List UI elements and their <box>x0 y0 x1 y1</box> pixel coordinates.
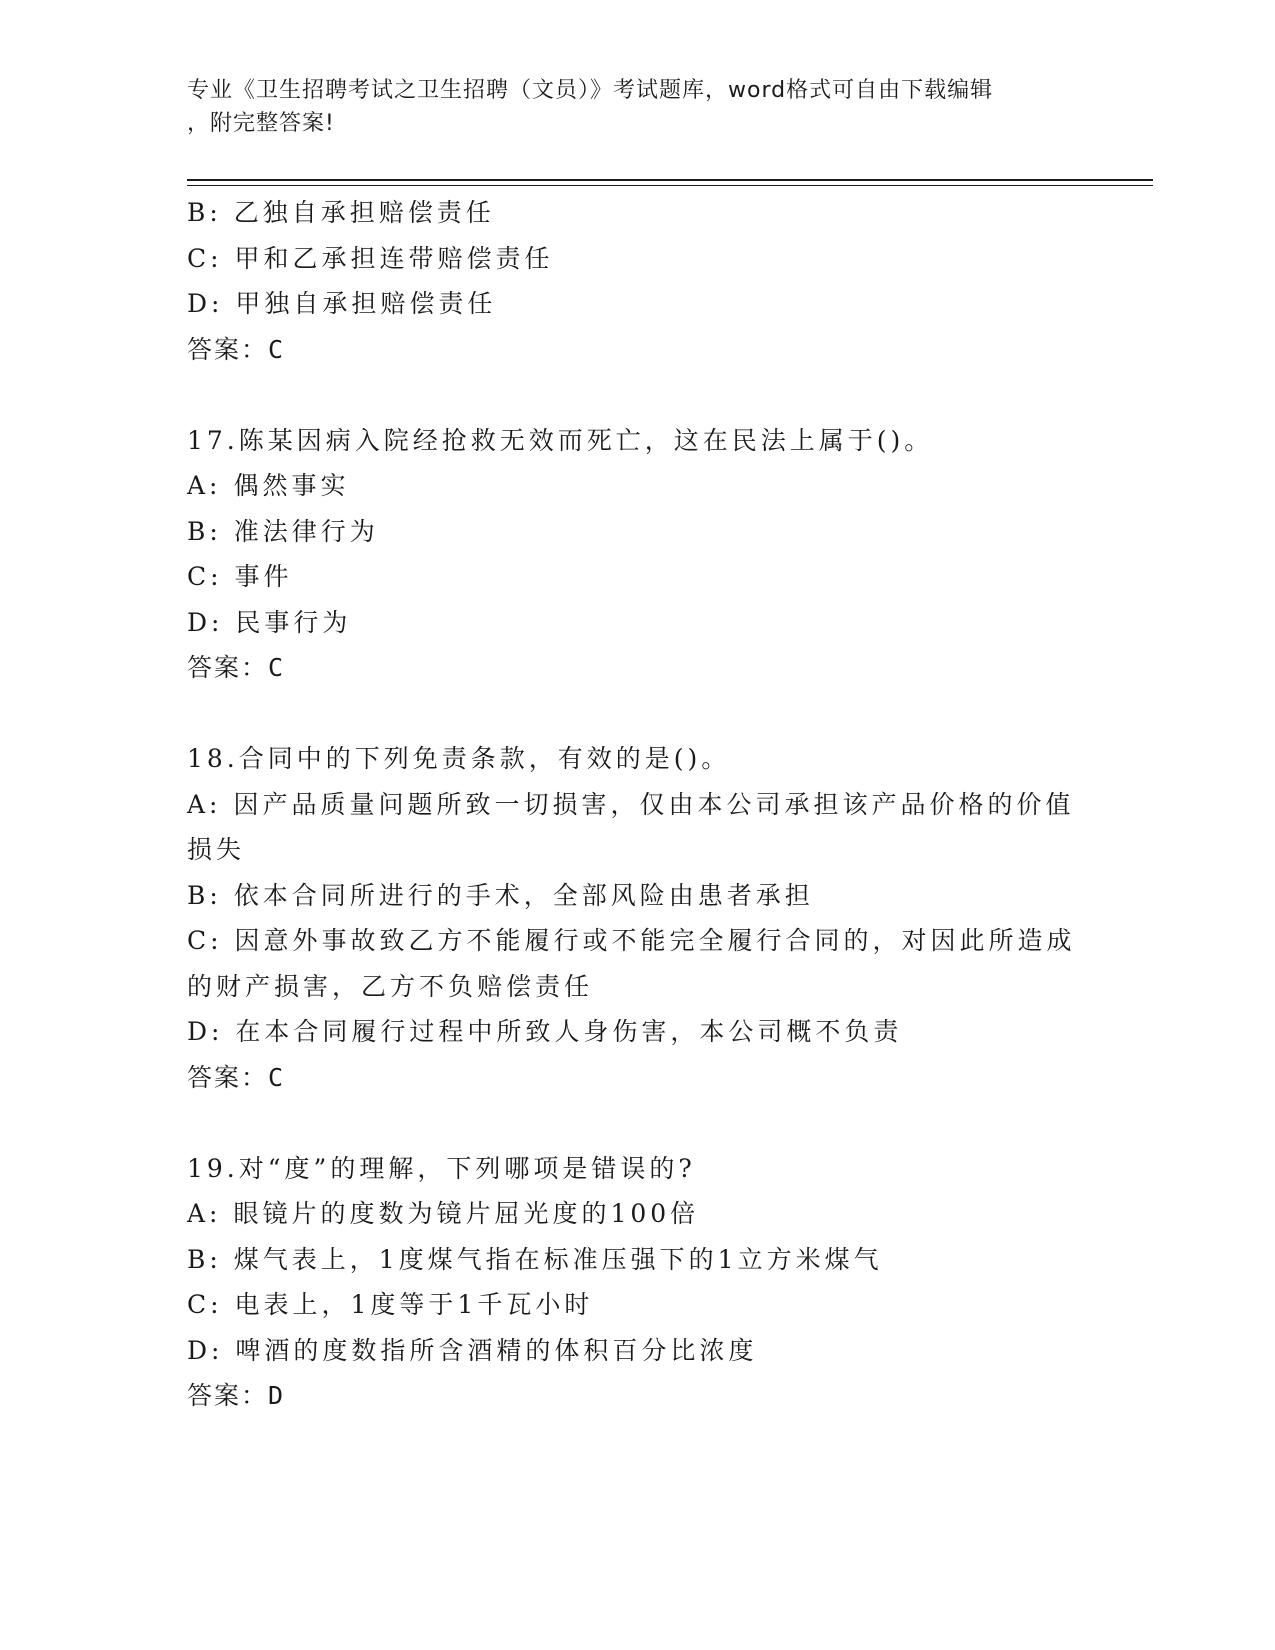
option-c: C: 电表上，1度等于1千瓦小时 <box>187 1290 594 1319</box>
option-d: D: 在本合同履行过程中所致人身伤害，本公司概不负责 <box>187 1017 903 1046</box>
question-list <box>187 190 1087 1419</box>
option-b: B: 准法律行为 <box>187 516 379 546</box>
question-19 <box>187 1146 1087 1419</box>
question-18 <box>187 736 1087 1100</box>
option-c: C: 因意外事故致乙方不能履行或不能完全履行合同的，对因此所造成 <box>187 926 1076 955</box>
header-line-1: 专业《卫生招聘考试之卫生招聘（文员）》考试题库，word格式可自由下载编辑 <box>187 78 994 103</box>
answer-line: 答案：C <box>187 653 286 682</box>
document-header <box>187 74 1067 140</box>
question-text: 19.对“度”的理解，下列哪项是错误的? <box>187 1153 696 1183</box>
header-line-2: ，附完整答案! <box>187 111 335 136</box>
header-divider-thin <box>187 185 1153 186</box>
option-d: D: 民事行为 <box>187 607 352 637</box>
question-text: 17.陈某因病入院经抢救无效而死亡，这在民法上属于()。 <box>187 425 934 455</box>
option-b: B: 煤气表上，1度煤气指在标准压强下的1立方米煤气 <box>187 1244 883 1274</box>
option-a-continuation: 损失 <box>187 835 246 864</box>
option-a: A: 因产品质量问题所致一切损害，仅由本公司承担该产品价格的价值 <box>187 789 1075 819</box>
question-text: 18.合同中的下列免责条款，有效的是()。 <box>187 744 731 773</box>
option-a: A: 偶然事实 <box>187 471 350 500</box>
question-17 <box>187 418 1087 691</box>
option-b: B: 乙独自承担赔偿责任 <box>187 198 495 227</box>
option-c: C: 事件 <box>187 562 293 591</box>
option-a: A: 眼镜片的度数为镜片屈光度的100倍 <box>187 1199 700 1228</box>
question-16-tail <box>187 190 1087 372</box>
option-b: B: 依本合同所进行的手术，全部风险由患者承担 <box>187 880 814 910</box>
answer-line: 答案：C <box>187 334 286 364</box>
option-d: D: 甲独自承担赔偿责任 <box>187 289 497 318</box>
answer-line: 答案：D <box>187 1381 286 1410</box>
option-c: C: 甲和乙承担连带赔偿责任 <box>187 243 554 273</box>
header-divider-thick <box>187 179 1153 181</box>
option-d: D: 啤酒的度数指所含酒精的体积百分比浓度 <box>187 1335 758 1365</box>
answer-line: 答案：C <box>187 1062 286 1092</box>
option-c-continuation: 的财产损害，乙方不负赔偿责任 <box>187 971 594 1001</box>
